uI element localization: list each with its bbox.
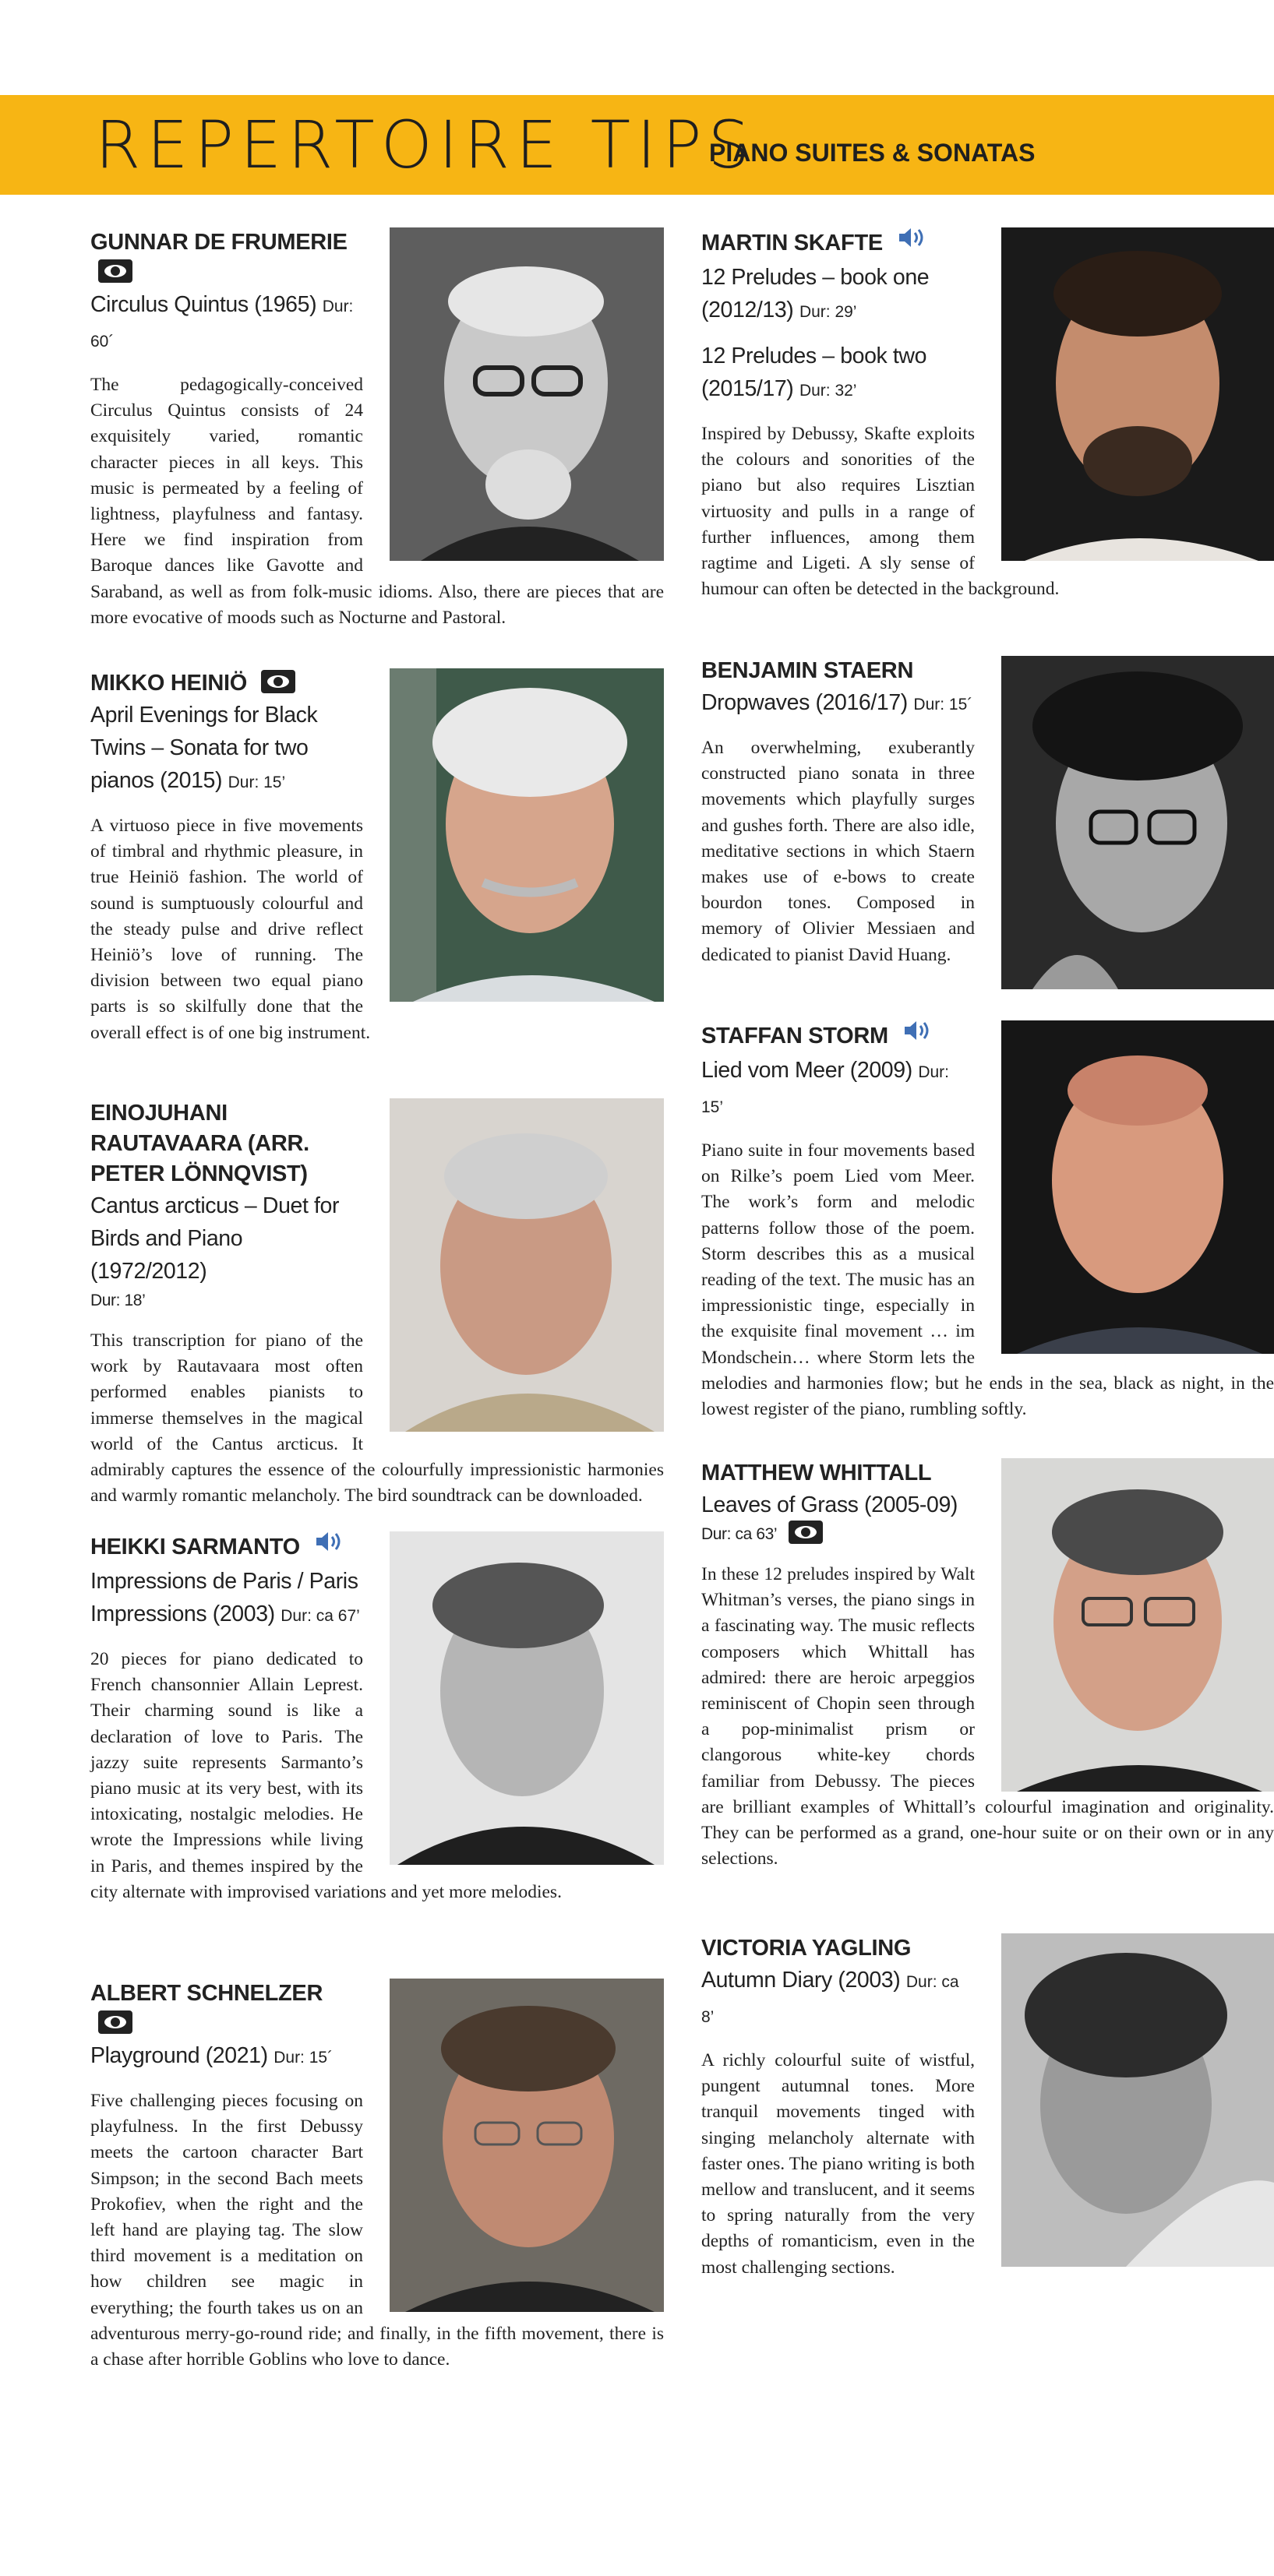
speaker-icon[interactable] [902,1018,932,1052]
description: 20 pieces for piano dedicated to French chansonnier Allain Leprest. Their charming sound is like a declaration of love to Paris. The jazzy suite represents Sarmanto’s piano music at its very best, with its intoxicating, nostalgic melodies. He wrote the Impressions while living in Paris, and themes inspired by the city alternate with improvised variations and yet more melodies. [90,1649,562,1902]
work-title: Cantus arcticus – Duet for Birds and Piano (1972/2012) [90,1193,340,1284]
portrait-rautavaara [390,1098,664,1432]
entry-frumerie [90,227,664,631]
work-duration: Dur: 60´ [90,298,354,351]
entry-heinio [90,668,664,1046]
work-title: Dropwaves (2016/17) [701,690,908,715]
description: This transcription for piano of the work by Rautavaara most often performed enables pianists to immerse themselves in the magical world of the Cantus arcticus. It admirably captures the essence of the colourfully impressionistic harmonies and warmly romantic melancholy. The bird soundtrack can be downloaded. [90,1330,664,1506]
description: In these 12 preludes inspired by Walt Whitman’s verses, the piano sings in a fascinating way. The music reflects composers which Whittall has admired: there are heroic arpeggios reminiscent of Chopin seen through a pop-minimalist prism or clangorous white-key chords familiar from Debussy. The pieces are brilliant examples of Whittall’s colourful imagination and originality. They can be performed as a grand, one-hour suite or on their own or in any selections. [701,1564,1274,1869]
composer-name: MARTIN SKAFTE [701,231,883,256]
portrait-frumerie [390,227,664,561]
work-duration: Dur: 15´ [913,696,973,714]
description: The pedagogically-conceived Circulus Quintus consists of 24 exquisitely varied, romantic character pieces in all keys. This music is permeated by a feeling of lightness, playfulness and fantasy. Here we find inspiration from Baroque dances like Gavotte and Saraband, as well as from folk-music idioms. Also, there are pieces that are more evocative of moods such as Nocturne and Pastoral. [90,375,664,628]
page-subtitle: PIANO SUITES & SONATAS [709,139,1036,167]
composer-name: VICTORIA YAGLING [701,1936,912,1961]
composer-name: MIKKO HEINIÖ [90,671,248,696]
portrait-storm [1001,1020,1274,1354]
speaker-icon[interactable] [314,1529,344,1563]
work-duration: Dur: 18’ [90,1292,146,1309]
description: Five challenging pieces focusing on playfulness. In the first Debussy meets the cartoon character Bart Simpson; in the second Bach meets Prokofiev, when the right and the left hand are playing tag. The slow third movement is a meditation on how children see magic in everything; the fourth takes us on an adventurous merry-go-round ride; and finally, in the fifth movement, there is a chase after horrible Goblins who love to dance. [90,2091,664,2370]
entry-skafte [701,227,1274,602]
entry-sarmanto [90,1531,664,1905]
description: A virtuoso piece in five movements of timbral and rhythmic pleasure, in true Heiniö fashion. The world of sound is sumptuously colourful and the steady pulse and drive reflect Heiniö’s love of running. The division between two equal piano parts is so skilfully done that the overall effect is of one big instrument. [90,816,371,1043]
work-title: Leaves of Grass (2005-09) [701,1492,958,1517]
work-title: Impressions de Paris / Paris Impressions (2003) [90,1569,358,1626]
composer-name: ALBERT SCHNELZER [90,1981,323,2006]
work-title: Lied vom Meer (2009) [701,1058,912,1083]
speaker-icon[interactable] [897,225,926,259]
composer-name: EINOJUHANI RAUTAVAARA (ARR. PETER LÖNNQVIST) [90,1101,309,1186]
work-duration-2: Dur: 32’ [799,382,857,400]
work-duration: Dur: 15´ [274,2049,333,2067]
page-title: REPERTOIRE TIPS [95,107,756,183]
composer-name: GUNNAR DE FRUMERIE [90,230,348,255]
composer-name: MATTHEW WHITTALL [701,1461,932,1485]
composer-name: BENJAMIN STAERN [701,658,914,683]
work-title: April Evenings for Black Twins – Sonata for two pianos (2015) [90,703,318,793]
work-title: Playground (2021) [90,2043,268,2068]
work-duration: Dur: ca 8’ [701,1973,959,2026]
header-banner [0,95,1274,195]
work-duration: Dur: ca 63’ [701,1525,777,1543]
work-title: Circulus Quintus (1965) [90,292,317,317]
portrait-sarmanto [390,1531,664,1865]
entry-whittall [701,1458,1274,1872]
entry-rautavaara [90,1098,664,1509]
description: Piano suite in four movements based on Rilke’s poem Lied vom Meer. The work’s form and melodic patterns follow those of the poem. Storm describes this as a musical reading of the text. The music has an impressionistic tinge, especially in the exquisite final movement … im Mondschein… where Storm lets the melodies and harmonies flow; but he ends in the sea, black as night, in the lowest register of the piano, rumbling softly. [701,1140,1274,1420]
work-title: Autumn Diary (2003) [701,1968,901,1993]
portrait-staern [1001,656,1274,989]
entry-schnelzer [90,1979,664,2373]
work-duration: Dur: 15’ [701,1063,950,1116]
entry-storm [701,1020,1274,1422]
work-duration: Dur: 29’ [799,303,857,321]
portrait-skafte [1001,227,1274,561]
description: Inspired by Debussy, Skafte exploits the colours and sonorities of the piano but also requires Lisztian virtuosity and pulls in a range of further influences, among them ragtime and Ligeti. A sly sense of humour can often be detected in the background. [701,424,1060,600]
portrait-schnelzer [390,1979,664,2312]
portrait-heinio [390,668,664,1002]
eye-icon[interactable] [98,2010,132,2034]
composer-name: STAFFAN STORM [701,1024,888,1049]
entry-staern [701,656,1274,989]
portrait-whittall [1001,1458,1274,1792]
eye-icon[interactable] [789,1521,823,1544]
eye-icon[interactable] [261,670,295,693]
work-duration: Dur: ca 67’ [281,1607,360,1625]
work-title: 12 Preludes – book one (2012/13) [701,265,930,322]
description: An overwhelming, exuberantly constructed piano sonata in three movements which playfully surges and gushes forth. There are also idle, meditative sections in which Staern makes use of e-bows to create bourdon tones. Composed in memory of Olivier Messiaen and dedicated to pianist David Huang. [701,738,975,965]
entry-yagling [701,1933,1274,2281]
work-duration: Dur: 15’ [228,774,286,791]
portrait-yagling [1001,1933,1274,2267]
work-title-2: 12 Preludes – book two (2015/17) [701,344,927,401]
eye-icon[interactable] [98,259,132,283]
description: A richly colourful suite of wistful, pungent autumnal tones. More tranquil movements tinged with singing melancholy alternate with faster ones. The piano writing is both mellow and translucent, and it seems to spring naturally from the very depths of romanticism, even in the most challenging sections. [701,2050,975,2278]
composer-name: HEIKKI SARMANTO [90,1535,300,1560]
